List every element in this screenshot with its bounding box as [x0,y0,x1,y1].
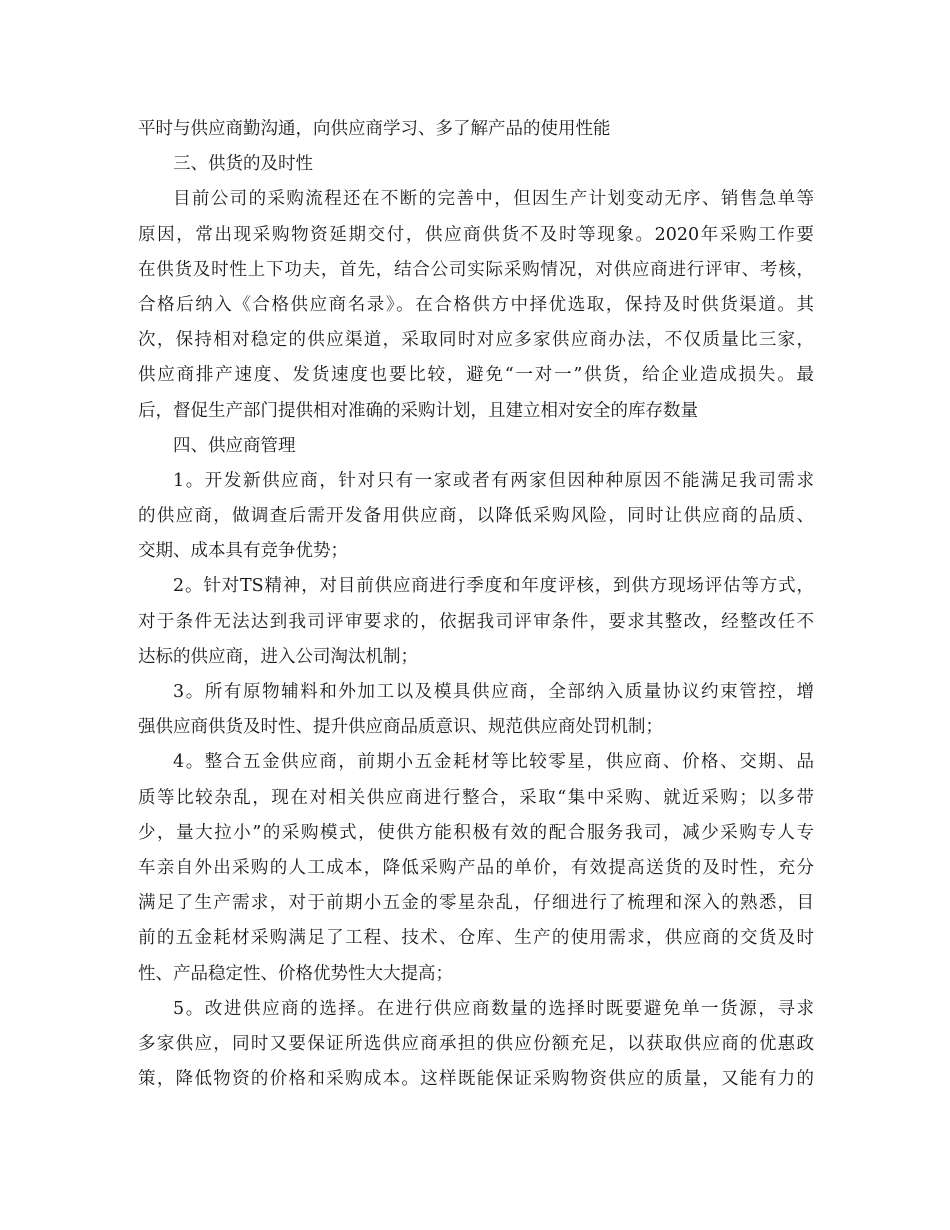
text-line: 平时与供应商勤沟通，向供应商学习、多了解产品的使用性能 [138,119,611,139]
text-line: 在供货及时性上下功夫，首先，结合公司实际采购情况，对供应商进行评审、考核， [138,259,814,280]
text-line: 对于条件无法达到我司评审要求的，依据我司评审条件，要求其整改，经整改任不 [138,611,814,632]
text-line: 车亲自外出采购的人工成本，降低采购产品的单价，有效提高送货的及时性，充分 [138,857,814,878]
text-line: 原因，常出现采购物资延期交付，供应商供货不及时等现象。2020年采购工作要 [138,224,814,245]
text-line: 后，督促生产部门提供相对准确的采购计划，且建立相对安全的库存数量 [138,400,698,421]
text-line: 4。整合五金供应商，前期小五金耗材等比较零星，供应商、价格、交期、品 [173,752,814,773]
text-line: 次，保持相对稳定的供应渠道，采取同时对应多家供应商办法，不仅质量比三家， [138,330,814,351]
text-line: 供应商排产速度、发货速度也要比较，避免“一对一”供货，给企业造成损失。最 [138,365,814,386]
text-line: 的供应商，做调查后需开发备用供应商，以降低采购风险，同时让供应商的品质、 [138,506,814,527]
text-line: 四、供应商管理 [173,435,296,456]
text-line: 交期、成本具有竞争优势； [138,541,348,562]
document-page [138,112,814,1097]
text-line: 5。改进供应商的选择。在进行供应商数量的选择时既要避免单一货源，寻求 [173,998,814,1019]
text-line: 质等比较杂乱，现在对相关供应商进行整合，采取“集中采购、就近采购；以多带 [138,787,814,808]
text-line: 2。针对TS精神，对目前供应商进行季度和年度评核，到供方现场评估等方式， [173,576,814,597]
text-line: 强供应商供货及时性、提升供应商品质意识、规范供应商处罚机制； [138,717,663,738]
text-line: 1。开发新供应商，针对只有一家或者有两家但因种种原因不能满足我司需求 [173,470,814,491]
text-line: 性、产品稳定性、价格优势性大大提高； [138,963,453,984]
text-line: 合格后纳入《合格供应商名录》。在合格供方中择优选取，保持及时供货渠道。其 [138,294,814,315]
text-line: 策，降低物资的价格和采购成本。这样既能保证采购物资供应的质量，又能有力的 [138,1069,814,1090]
text-line: 三、供货的及时性 [173,154,313,175]
text-line: 3。所有原物辅料和外加工以及模具供应商，全部纳入质量协议约束管控，增 [173,682,814,702]
text-line: 达标的供应商，进入公司淘汰机制； [138,646,418,667]
text-line: 少，量大拉小”的采购模式，使供方能积极有效的配合服务我司，减少采购专人专 [138,822,814,843]
text-line: 满足了生产需求，对于前期小五金的零星杂乱，仔细进行了梳理和深入的熟悉，目 [138,893,814,914]
text-line: 前的五金耗材采购满足了工程、技术、仓库、生产的使用需求，供应商的交货及时 [138,928,814,949]
text-line: 多家供应，同时又要保证所选供应商承担的供应份额充足，以获取供应商的优惠政 [138,1033,814,1054]
text-line: 目前公司的采购流程还在不断的完善中，但因生产计划变动无序、销售急单等 [173,189,814,210]
